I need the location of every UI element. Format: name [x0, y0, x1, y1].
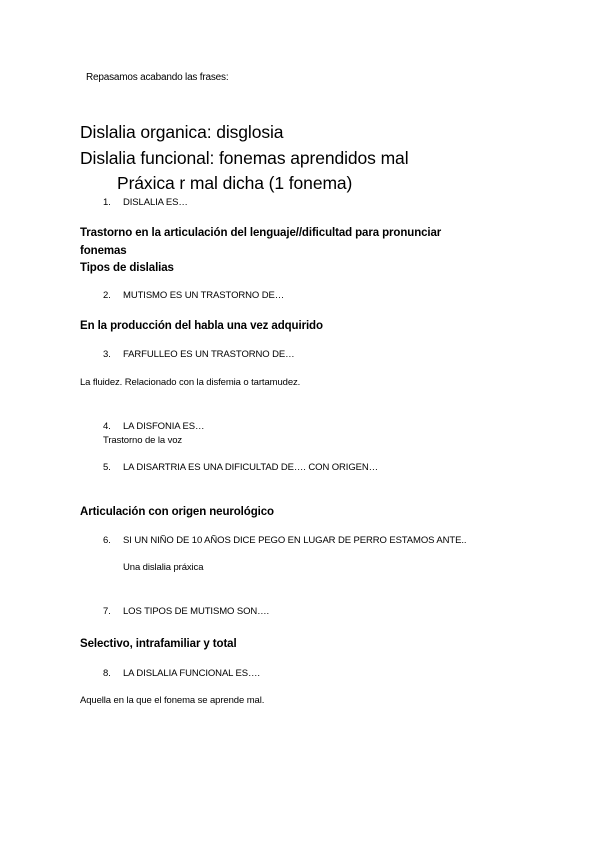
question-number: 3. [103, 349, 111, 360]
question-number: 7. [103, 606, 111, 617]
question-text: FARFULLEO ES UN TRASTORNO DE… [123, 349, 295, 360]
question-5 [103, 462, 378, 473]
answer-4: Trastorno de la voz [103, 435, 183, 446]
question-text: SI UN NIÑO DE 10 AÑOS DICE PEGO EN LUGAR DE PERRO ESTAMOS ANTE.. [123, 535, 467, 546]
question-text: DISLALIA ES… [123, 197, 188, 208]
answer-3: La fluidez. Relacionado con la disfemia o tartamudez. [80, 377, 301, 388]
answer-6: Una dislalia práxica [123, 562, 204, 573]
question-8 [103, 668, 260, 679]
note-dislalia-funcional: Dislalia funcional: fonemas aprendidos mal [80, 148, 409, 168]
question-text: LA DISARTRIA ES UNA DIFICULTAD DE…. CON ORIGEN… [123, 462, 379, 473]
question-2 [103, 290, 284, 301]
note-dislalia-organica: Dislalia organica: disglosia [80, 122, 284, 142]
question-text: LOS TIPOS DE MUTISMO SON…. [123, 606, 270, 617]
question-text: LA DISFONIA ES… [123, 421, 205, 432]
question-1 [103, 197, 188, 208]
question-6 [103, 535, 466, 546]
intro-text: Repasamos acabando las frases: [86, 72, 229, 83]
answer-1-line-2: fonemas [80, 245, 127, 257]
question-number: 2. [103, 290, 111, 301]
question-text: LA DISLALIA FUNCIONAL ES…. [123, 668, 260, 679]
question-number: 5. [103, 462, 111, 473]
answer-2: En la producción del habla una vez adquirido [80, 320, 323, 332]
question-4 [103, 421, 204, 432]
answer-1-line-3: Tipos de dislalias [80, 262, 174, 274]
question-text: MUTISMO ES UN TRASTORNO DE… [123, 290, 285, 301]
note-praxica: Práxica r mal dicha (1 fonema) [117, 173, 353, 193]
question-number: 4. [103, 421, 111, 432]
answer-1-line-1: Trastorno en la articulación del lenguaje//dificultad para pronunciar [80, 227, 442, 239]
question-3 [103, 349, 294, 360]
answer-5: Articulación con origen neurológico [80, 506, 274, 518]
question-number: 8. [103, 668, 111, 679]
question-7 [103, 606, 269, 617]
answer-7: Selectivo, intrafamiliar y total [80, 638, 237, 650]
question-number: 1. [103, 197, 111, 208]
question-number: 6. [103, 535, 111, 546]
answer-8: Aquella en la que el fonema se aprende mal. [80, 695, 265, 706]
